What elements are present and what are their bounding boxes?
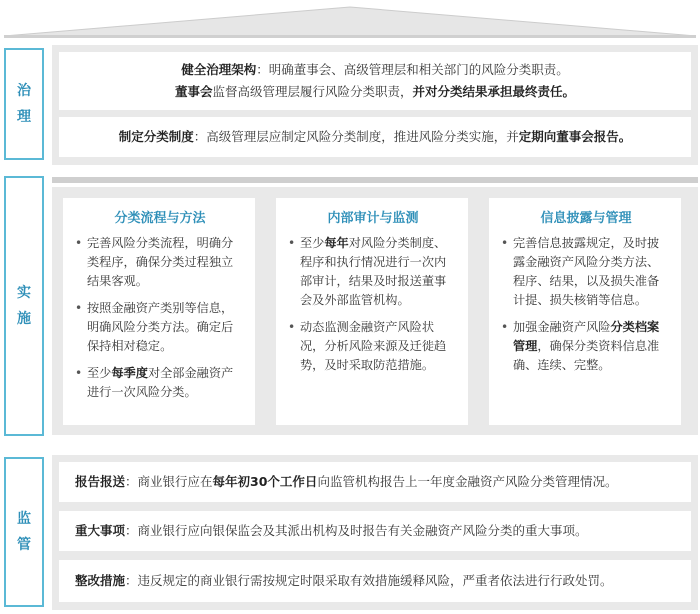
supervision-report-box [59,462,691,502]
column-classification-process [63,198,255,425]
governance-line-1: 健全治理架构：明确董事会、高级管理层和相关部门的风险分类职责。 [181,62,569,77]
supervision-major-box [59,511,691,551]
supervision-panel [52,455,698,610]
supervision-line-3: 整改措施：违反规定的商业银行需按规定时限采取有效措施缓释风险，严重者依法进行行政处罚。 [75,573,613,588]
bullet-item: • 至少每年对风险分类制度、程序和执行情况进行一次内部审计，结果及时报送董事会及外部监管机构。 [288,234,458,310]
bullet-item: • 按照金融资产类别等信息，明确风险分类方法。确定后保持相对稳定。 [75,299,245,356]
supervision-rectify-box [59,560,691,602]
bullet-item: • 动态监测金融资产风险状况，分析风险来源及迁徙趋势，及时采取防范措施。 [288,318,458,375]
bullet-item: • 完善信息披露规定，及时披露金融资产风险分类方法、程序、结果，以及损失准备计提、损失核销等信息。 [501,234,671,310]
bullet-item: • 完善风险分类流程，明确分类程序，确保分类过程独立结果客观。 [75,234,245,291]
bullet-item: • 加强金融资产风险分类档案管理，确保分类资料信息准确、连续、完整。 [501,318,671,375]
governance-line-3: 制定分类制度：高级管理层应制定风险分类制度，推进风险分类实施，并定期向董事会报告。 [118,129,632,144]
bullet-item: • 至少每季度对全部金融资产进行一次风险分类。 [75,364,245,402]
column-internal-audit [276,198,468,425]
column-title: 分类流程与方法 [114,211,206,226]
governance-line-2: 董事会监督高级管理层履行风险分类职责，并对分类结果承担最终责任。 [174,84,576,99]
governance-architecture-box [59,52,691,110]
governance-label: 治 理 [4,48,44,160]
column-title: 内部审计与监测 [327,211,419,226]
column-title: 信息披露与管理 [540,211,632,226]
governance-panel [52,45,698,165]
implementation-label: 实 施 [4,176,44,436]
column-info-disclosure [489,198,681,425]
roof-header [0,0,700,40]
supervision-label: 监 管 [4,457,44,607]
supervision-line-2: 重大事项：商业银行应向银保监会及其派出机构及时报告有关金融资产风险分类的重大事项。 [75,523,588,538]
governance-system-box [59,117,691,157]
supervision-line-1: 报告报送：商业银行应在每年初30个工作日向监管机构报告上一年度金融资产风险分类管理情况。 [75,474,618,489]
implementation-top-band [52,177,698,183]
